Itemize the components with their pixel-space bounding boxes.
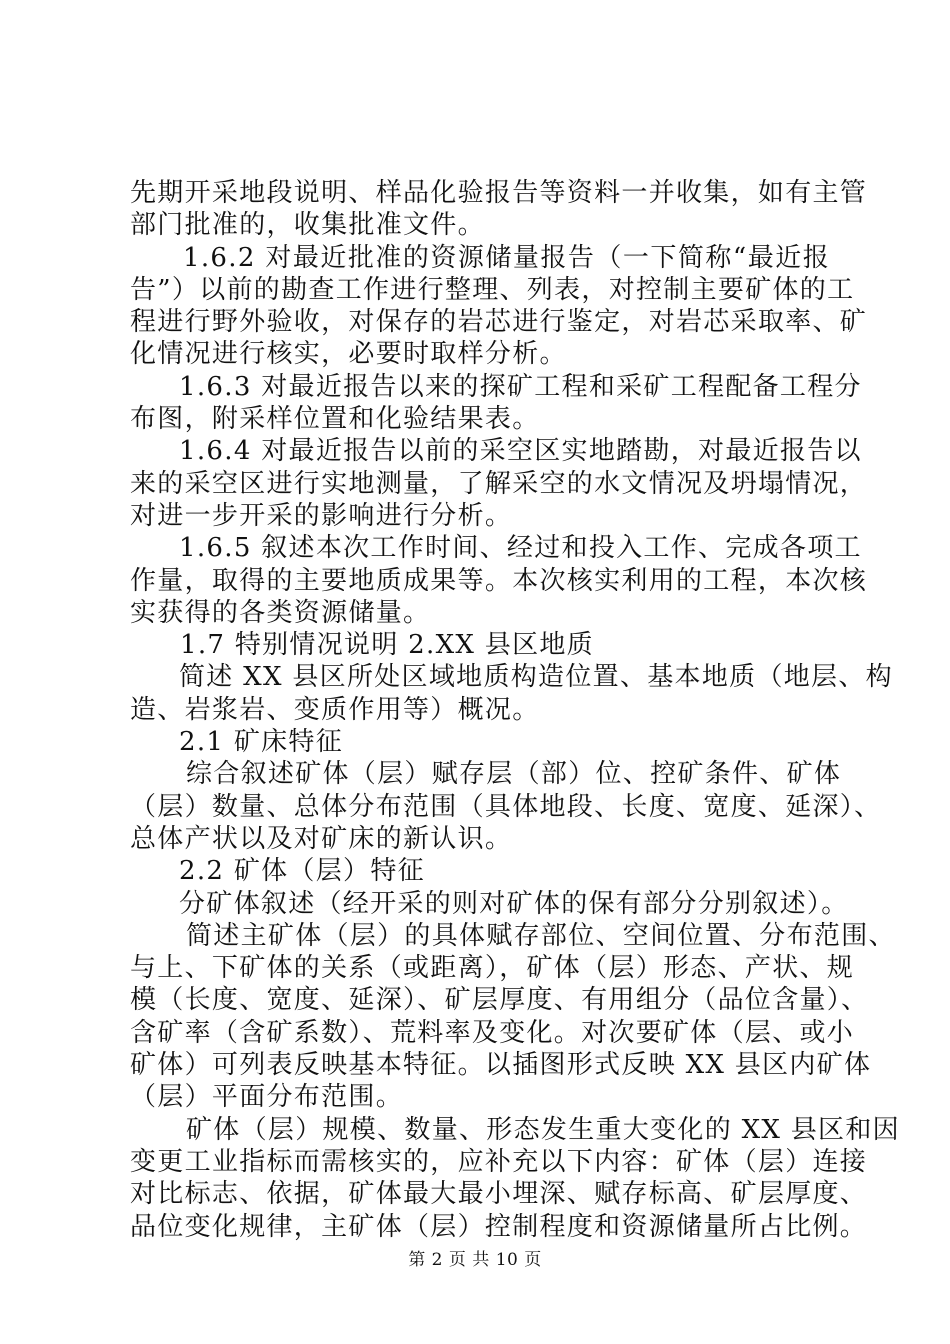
text-line: 模（长度、宽度、延深）、矿层厚度、有用组分（品位含量）、 [130,985,869,1016]
text-line: 含矿率（含矿系数）、荒料率及变化。对次要矿体（层、或小 [130,1017,855,1048]
text-line: 变更工业指标而需核实的，应补充以下内容：矿体（层）连接 [130,1146,868,1177]
page-number-footer: 第 2 页 共 10 页 [408,1250,542,1270]
text-line: 部门批准的，收集批准文件。 [130,210,485,241]
text-line: 总体产状以及对矿床的新认识。 [130,823,513,854]
text-line: 作量，取得的主要地质成果等。本次核实利用的工程，本次核 [130,565,868,596]
section-heading: 2.2 矿体（层）特征 [179,856,425,887]
text-line: 造、岩浆岩、变质作用等）概况。 [130,694,540,725]
text-line: 程进行野外验收，对保存的岩芯进行鉴定，对岩芯采取率、矿 [130,307,868,338]
text-line: 综合叙述矿体（层）赋存层（部）位、控矿条件、矿体 [186,759,842,790]
text-line: 简述 XX 县区所处区域地质构造位置、基本地质（地层、构 [179,662,893,693]
text-line: 分矿体叙述（经开采的则对矿体的保有部分分别叙述）。 [179,888,849,919]
section-heading: 2.1 矿床特征 [179,727,344,758]
document-body [130,177,900,1243]
text-line: 先期开采地段说明、样品化验报告等资料一并收集，如有主管 [130,178,868,208]
text-line: 对比标志、依据，矿体最大最小埋深、赋存标高、矿层厚度、 [130,1179,868,1210]
text-line: （层）平面分布范围。 [130,1082,404,1113]
text-line: 简述主矿体（层）的具体赋存部位、空间位置、分布范围、 [186,920,896,951]
text-line: 1.6.3 对最近报告以来的探矿工程和采矿工程配备工程分 [179,371,862,402]
text-line: 与上、下矿体的关系（或距离），矿体（层）形态、产状、规 [130,953,855,984]
text-line: 矿体（层）规模、数量、形态发生重大变化的 XX 县区和因 [186,1114,900,1145]
text-line: 告”）以前的勘查工作进行整理、列表，对控制主要矿体的工 [130,274,855,305]
text-line: 1.6.5 叙述本次工作时间、经过和投入工作、完成各项工 [179,533,862,564]
text-line: 品位变化规律，主矿体（层）控制程度和资源储量所占比例。 [130,1211,868,1242]
text-line: 对进一步开采的影响进行分析。 [130,500,513,531]
text-line: （层）数量、总体分布范围（具体地段、长度、宽度、延深）、 [130,791,882,822]
text-line: 实获得的各类资源储量。 [130,597,431,628]
text-line: 1.6.4 对最近报告以前的采空区实地踏勘，对最近报告以 [179,436,862,467]
text-line: 来的采空区进行实地测量，了解采空的水文情况及坍塌情况， [130,468,868,499]
text-line: 矿体）可列表反映基本特征。以插图形式反映 XX 县区内矿体 [130,1050,872,1081]
text-line: 1.6.2 对最近批准的资源储量报告（一下简称“最近报 [183,242,830,273]
section-heading: 1.7 特别情况说明 2.XX 县区地质 [180,630,594,661]
text-line: 化情况进行核实，必要时取样分析。 [130,339,567,370]
text-line: 布图，附采样位置和化验结果表。 [130,404,540,435]
